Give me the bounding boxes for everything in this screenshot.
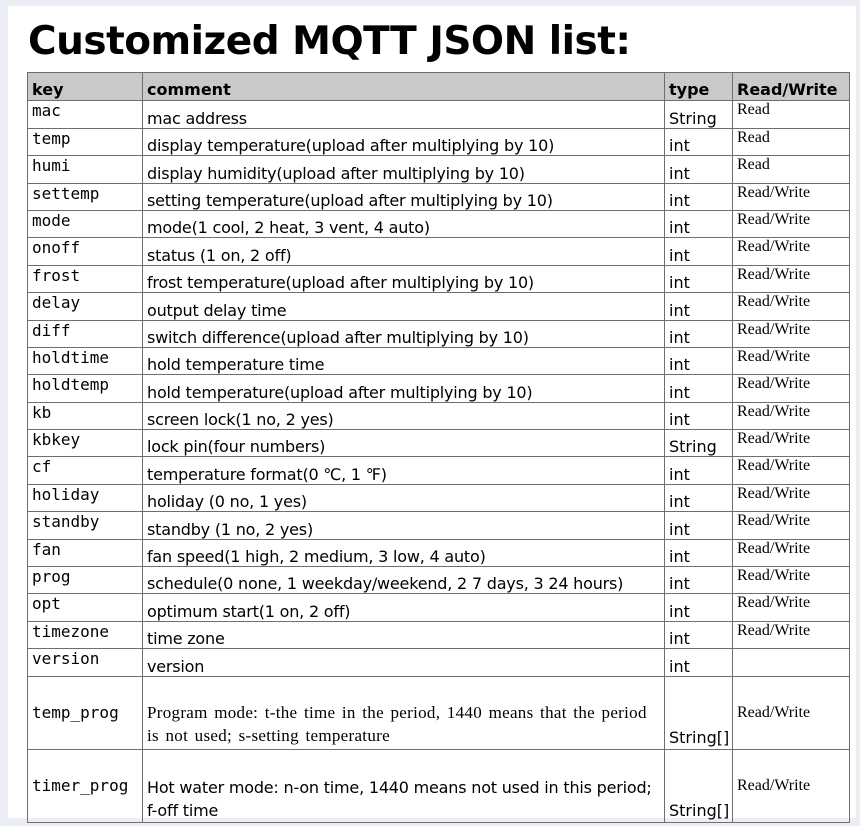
table-row (28, 649, 850, 676)
row-comment: time zone (143, 621, 665, 648)
table-row (28, 430, 850, 457)
row-comment: setting temperature(upload after multiplying by 10) (143, 183, 665, 210)
row-comment: display temperature(upload after multiplying by 10) (143, 128, 665, 155)
row-key: diff (28, 320, 143, 347)
row-read-write: Read/Write (733, 238, 850, 265)
row-comment: mode(1 cool, 2 heat, 3 vent, 4 auto) (143, 210, 665, 237)
row-read-write: Read/Write (733, 320, 850, 347)
row-comment: status (1 on, 2 off) (143, 238, 665, 265)
row-key: timer_prog (28, 749, 143, 822)
row-key: kbkey (28, 430, 143, 457)
row-read-write: Read (733, 101, 850, 128)
row-key: humi (28, 156, 143, 183)
column-header-type: type (665, 73, 733, 101)
table-row (28, 101, 850, 128)
row-read-write: Read/Write (733, 484, 850, 511)
row-comment: screen lock(1 no, 2 yes) (143, 402, 665, 429)
row-comment: optimum start(1 on, 2 off) (143, 594, 665, 621)
row-type: int (665, 484, 733, 511)
table-header-row (28, 73, 850, 101)
row-key: standby (28, 512, 143, 539)
row-comment: holiday (0 no, 1 yes) (143, 484, 665, 511)
row-key: temp (28, 128, 143, 155)
table-row (28, 320, 850, 347)
row-type: int (665, 128, 733, 155)
column-header-read-write: Read/Write (733, 73, 850, 101)
table-row-tall (28, 749, 850, 822)
row-comment: temperature format(0 ℃, 1 ℉) (143, 457, 665, 484)
row-read-write: Read/Write (733, 512, 850, 539)
table-row (28, 156, 850, 183)
row-type: int (665, 156, 733, 183)
table-row (28, 238, 850, 265)
row-key: onoff (28, 238, 143, 265)
column-header-key: key (28, 73, 143, 101)
table-row (28, 293, 850, 320)
table-row (28, 484, 850, 511)
table-row (28, 567, 850, 594)
row-type: String (665, 101, 733, 128)
row-type: int (665, 375, 733, 402)
table-row (28, 128, 850, 155)
row-type: int (665, 539, 733, 566)
row-type: int (665, 594, 733, 621)
row-key: timezone (28, 621, 143, 648)
table-row (28, 594, 850, 621)
row-type: String[] (665, 749, 733, 822)
row-read-write: Read/Write (733, 676, 850, 749)
table-row-tall (28, 676, 850, 749)
row-type: int (665, 293, 733, 320)
row-key: cf (28, 457, 143, 484)
row-comment: Program mode: t-the time in the period, 1440 means that the period is not used; s-setting temperature (143, 676, 665, 749)
row-type: int (665, 265, 733, 292)
row-key: mac (28, 101, 143, 128)
row-key: temp_prog (28, 676, 143, 749)
table-row (28, 210, 850, 237)
row-key: opt (28, 594, 143, 621)
row-read-write: Read/Write (733, 539, 850, 566)
row-comment: standby (1 no, 2 yes) (143, 512, 665, 539)
row-key: prog (28, 567, 143, 594)
document-page (8, 6, 856, 818)
row-type: int (665, 512, 733, 539)
table-row (28, 457, 850, 484)
row-type: String (665, 430, 733, 457)
row-comment: hold temperature time (143, 347, 665, 374)
row-comment: mac address (143, 101, 665, 128)
table-row (28, 539, 850, 566)
row-read-write: Read/Write (733, 567, 850, 594)
row-type: String[] (665, 676, 733, 749)
row-read-write: Read (733, 156, 850, 183)
table-row (28, 375, 850, 402)
row-comment: Hot water mode: n-on time, 1440 means not used in this period; f-off time (143, 749, 665, 822)
row-comment: output delay time (143, 293, 665, 320)
row-type: int (665, 402, 733, 429)
row-read-write: Read/Write (733, 293, 850, 320)
mqtt-json-table (27, 72, 850, 823)
row-key: kb (28, 402, 143, 429)
row-key: holdtime (28, 347, 143, 374)
page-title: Customized MQTT JSON list: (28, 19, 631, 64)
row-read-write: Read/Write (733, 347, 850, 374)
row-read-write: Read/Write (733, 457, 850, 484)
row-read-write: Read (733, 128, 850, 155)
row-key: settemp (28, 183, 143, 210)
table-row (28, 621, 850, 648)
row-type: int (665, 457, 733, 484)
row-key: delay (28, 293, 143, 320)
row-type: int (665, 621, 733, 648)
row-read-write: Read/Write (733, 402, 850, 429)
column-header-comment: comment (143, 73, 665, 101)
table-row (28, 183, 850, 210)
row-read-write (733, 649, 850, 676)
row-read-write: Read/Write (733, 594, 850, 621)
row-type: int (665, 649, 733, 676)
row-read-write: Read/Write (733, 430, 850, 457)
row-comment: switch difference(upload after multiplying by 10) (143, 320, 665, 347)
row-read-write: Read/Write (733, 621, 850, 648)
row-comment: lock pin(four numbers) (143, 430, 665, 457)
row-read-write: Read/Write (733, 183, 850, 210)
row-type: int (665, 183, 733, 210)
row-key: fan (28, 539, 143, 566)
row-type: int (665, 567, 733, 594)
row-comment: display humidity(upload after multiplying by 10) (143, 156, 665, 183)
table-row (28, 265, 850, 292)
row-key: holdtemp (28, 375, 143, 402)
row-key: mode (28, 210, 143, 237)
row-read-write: Read/Write (733, 210, 850, 237)
row-comment: hold temperature(upload after multiplying by 10) (143, 375, 665, 402)
row-type: int (665, 238, 733, 265)
row-read-write: Read/Write (733, 265, 850, 292)
row-type: int (665, 210, 733, 237)
row-key: holiday (28, 484, 143, 511)
row-comment: version (143, 649, 665, 676)
table-row (28, 402, 850, 429)
row-read-write: Read/Write (733, 375, 850, 402)
row-type: int (665, 320, 733, 347)
row-key: version (28, 649, 143, 676)
table-row (28, 512, 850, 539)
row-comment: frost temperature(upload after multiplying by 10) (143, 265, 665, 292)
row-key: frost (28, 265, 143, 292)
table-row (28, 347, 850, 374)
row-type: int (665, 347, 733, 374)
row-comment: schedule(0 none, 1 weekday/weekend, 2 7 days, 3 24 hours) (143, 567, 665, 594)
row-comment: fan speed(1 high, 2 medium, 3 low, 4 auto) (143, 539, 665, 566)
row-read-write: Read/Write (733, 749, 850, 822)
